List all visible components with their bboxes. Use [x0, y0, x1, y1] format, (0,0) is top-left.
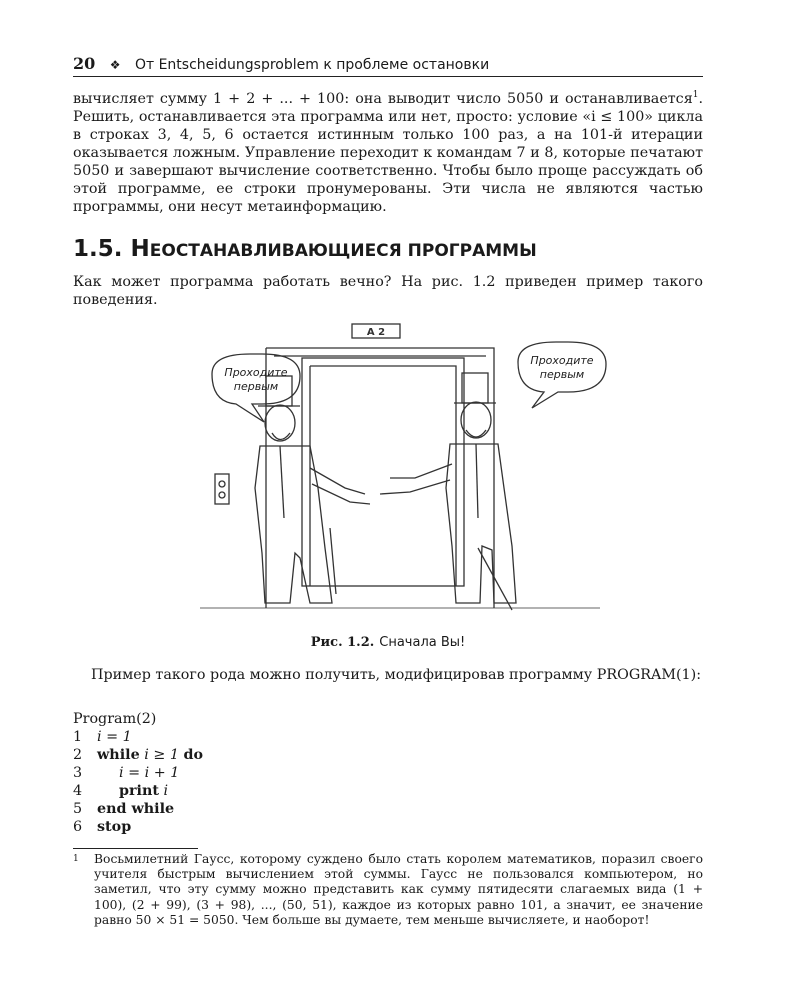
footnote-ref[interactable]: 1 — [692, 90, 699, 101]
code-text: i — [163, 783, 169, 799]
paragraph-example: Пример такого рода можно получить, модифицировав программу PROGRAM(1): — [91, 667, 702, 683]
code-text: i = 1 — [97, 729, 132, 745]
ornament-icon: ❖ — [109, 58, 121, 72]
line-number: 6 — [73, 819, 83, 835]
line-number: 1 — [73, 729, 83, 745]
caption-text: Сначала Вы! — [379, 635, 466, 650]
section-heading — [73, 234, 703, 266]
paragraph-intro-continuation: . Решить, останавливается эта программа или нет, просто: условие «i ≤ 100» цикла в строках 3, 4, 5, 6 остается истинным только 100 раз, а на 101-й итерации оказывается ложным. Управление переходит к командам 7 и 8, которые печатают 5050 и завершают вычисление соответственно. Чтобы было проще рассуждать об этой программе, ее строки пронумерованы. Эти числа не являются частью программы, они несут метаинформацию. — [73, 91, 703, 215]
code-text: i = i + 1 — [119, 765, 180, 781]
code-keyword: do — [183, 747, 204, 763]
footnote-text: Восьмилетний Гаусс, которому суждено было стать королем математиков, поразил своего учителя быстрым вычислением этой суммы. Гаусс не пользовался компьютером, но заметил, что эту сумму можно представить как сумму пятидесяти слагаемых вида (1 + 100), (2 + 99), (3 + 98), ..., (50, 51), каждое из которых равно 101, а значит, ее значение равно 50 × 51 = 5050. Чем больше вы думаете, тем меньше вычисляете, и наоборот! — [94, 852, 703, 927]
section-number: 1.5. — [73, 236, 123, 262]
code-keyword: while — [97, 747, 140, 763]
paragraph-question: Как может программа работать вечно? На рис. 1.2 приведен пример такого поведения. — [73, 274, 703, 308]
left-bubble-line1: Проходите — [224, 366, 288, 379]
paragraph-intro — [73, 90, 703, 216]
elevator-buttons — [215, 474, 229, 504]
line-number: 5 — [73, 801, 83, 817]
right-bubble-line2: первым — [539, 368, 585, 381]
line-number: 4 — [73, 783, 83, 799]
elevator-drawing — [160, 318, 640, 618]
footnote-rule — [73, 848, 198, 849]
code-line-3 — [73, 764, 473, 782]
caption-number: Рис. 1.2. — [310, 635, 375, 650]
section-title-rest: ЕОСТАНАВЛИВАЮЩИЕСЯ ПРОГРАММЫ — [149, 241, 537, 261]
line-number: 3 — [73, 765, 83, 781]
code-line-2 — [73, 746, 473, 764]
elevator-frame — [266, 348, 494, 608]
line-number: 2 — [73, 747, 83, 763]
right-gentleman — [380, 373, 516, 610]
paragraph-intro-text: вычисляет сумму 1 + 2 + ... + 100: она выводит число 5050 и останавливается — [73, 91, 693, 107]
code-text: i ≥ 1 — [144, 747, 179, 763]
running-head — [73, 54, 703, 76]
header-rule — [73, 76, 703, 77]
elevator-door — [302, 358, 464, 586]
code-keyword: end while — [97, 801, 175, 817]
program-name: Program(2) — [73, 711, 157, 727]
code-line-4 — [73, 782, 473, 800]
page-number: 20 — [73, 54, 96, 73]
right-bubble-line1: Проходите — [530, 354, 594, 367]
elevator-sign-text: A 2 — [366, 327, 386, 338]
code-line-1 — [73, 728, 473, 746]
figure-caption — [73, 634, 703, 651]
section-title-initial: Н — [130, 236, 150, 262]
footnote — [73, 852, 703, 928]
left-gentleman — [255, 376, 370, 603]
figure-illustration — [160, 318, 640, 618]
program-listing — [73, 710, 473, 836]
code-keyword: print — [119, 783, 159, 799]
left-bubble-line2: первым — [233, 380, 279, 393]
chapter-title: От Entscheidungsproblem к проблеме остановки — [134, 57, 490, 73]
code-keyword: stop — [97, 819, 132, 835]
code-line-6 — [73, 818, 473, 836]
code-line-5 — [73, 800, 473, 818]
footnote-mark: 1 — [73, 854, 79, 864]
